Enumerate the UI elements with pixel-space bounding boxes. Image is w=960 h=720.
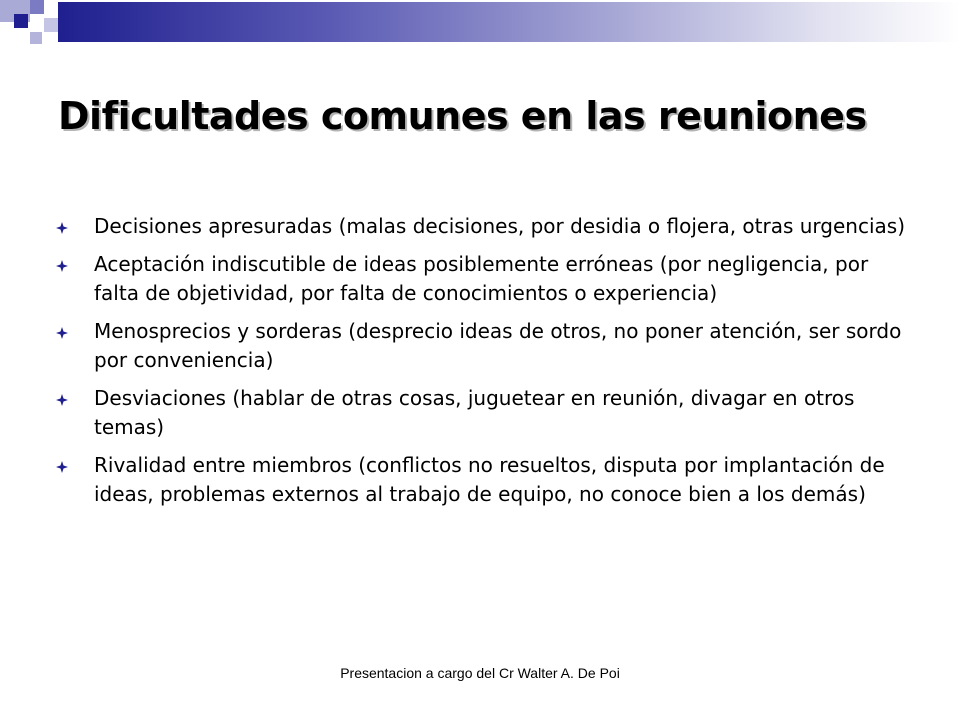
decor-square-medium: [30, 0, 44, 14]
bullet-item: [56, 451, 916, 509]
decor-square-pale: [44, 18, 58, 32]
diamond-bullet-icon: [56, 260, 68, 272]
diamond-bullet-icon: [56, 461, 68, 473]
gradient-header-bar: [58, 2, 960, 42]
slide-title: Dificultades comunes en las reuniones: [58, 94, 867, 138]
bullet-text: Decisiones apresuradas (malas decisiones, por desidia o flojera, otras urgencias): [94, 214, 906, 238]
bullet-text: Desviaciones (hablar de otras cosas, juguetear en reunión, divagar en otros temas): [94, 386, 855, 439]
bullet-text: Aceptación indiscutible de ideas posiblemente erróneas (por negligencia, por falta de objetividad, por falta de conocimientos o experiencia): [94, 252, 869, 305]
bullet-item: [56, 250, 916, 308]
slide-footer: Presentacion a cargo del Cr Walter A. De Poi: [340, 665, 620, 681]
bullet-item: [56, 212, 916, 241]
diamond-bullet-icon: [56, 222, 68, 234]
decor-square-dark: [14, 14, 28, 28]
diamond-bullet-icon: [56, 394, 68, 406]
bullet-text: Rivalidad entre miembros (conflictos no resueltos, disputa por implantación de ideas, problemas externos al trabajo de equipo, no conoce bien a los demás): [94, 453, 885, 506]
bullet-item: [56, 317, 916, 375]
bullet-list: [56, 212, 916, 518]
decor-square-bottom: [30, 32, 42, 44]
diamond-bullet-icon: [56, 327, 68, 339]
slide-header-decoration: [0, 0, 960, 46]
bullet-text: Menosprecios y sorderas (desprecio ideas de otros, no poner atención, ser sordo por conveniencia): [94, 319, 902, 372]
bullet-item: [56, 384, 916, 442]
